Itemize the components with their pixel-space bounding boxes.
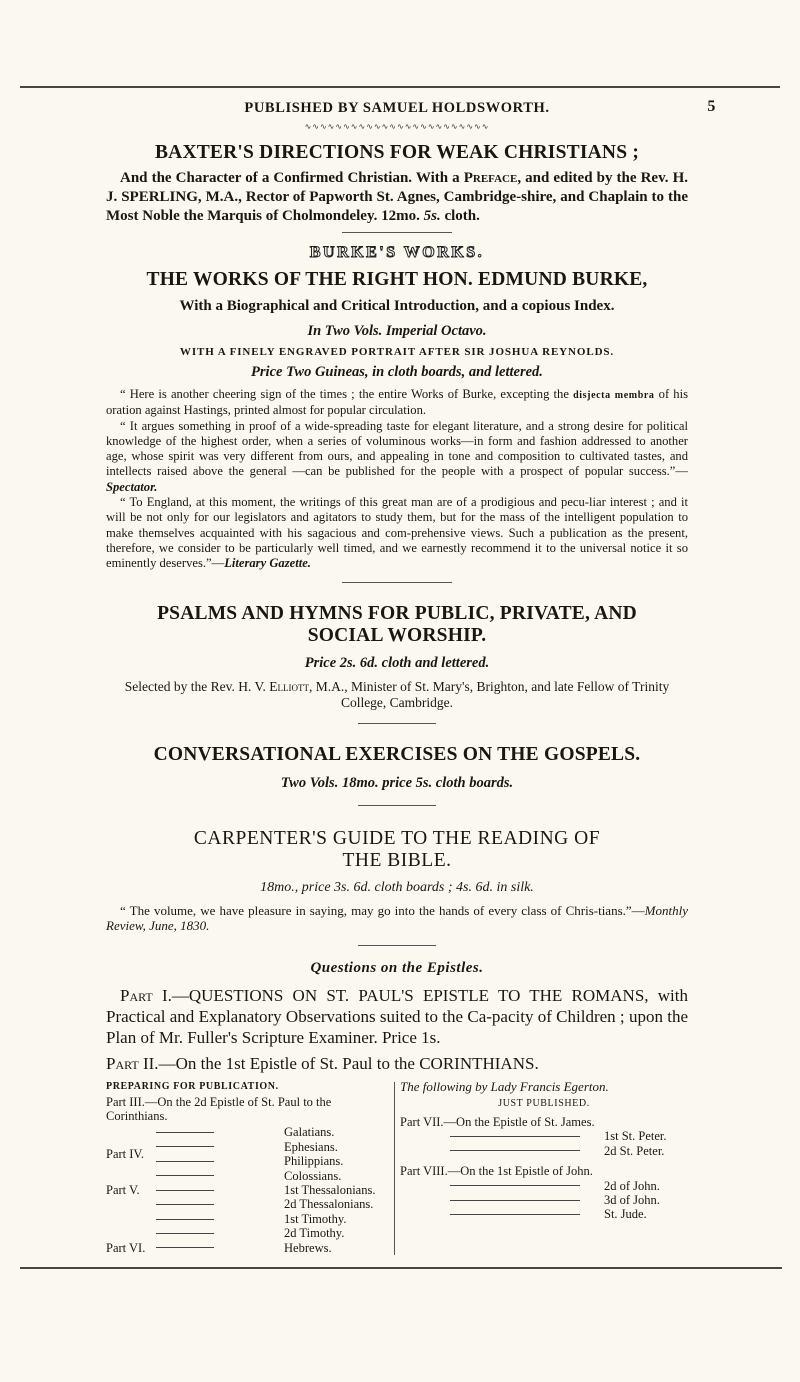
publisher-heading: PUBLISHED BY SAMUEL HOLDSWORTH. bbox=[244, 100, 550, 116]
catalogue-page bbox=[106, 98, 716, 1255]
carpenter-title-line2: THE BIBLE. bbox=[342, 849, 452, 871]
page-number: 5 bbox=[707, 98, 716, 115]
egerton-column bbox=[400, 1080, 688, 1255]
part4-list bbox=[152, 1125, 386, 1183]
part5-list bbox=[152, 1183, 386, 1241]
epistles-part1: Part I.—QUESTIONS ON ST. PAUL'S EPISTLE TO THE ROMANS, with Practical and Explanatory Observations suited to the Ca-pacity of Children ; upon the Plan of Mr. Fuller's Scripture Examiner. Price 1s. bbox=[106, 986, 688, 1048]
divider-rule bbox=[342, 582, 452, 583]
list-item: 2d St. Peter. bbox=[400, 1144, 688, 1158]
epistles-entry bbox=[106, 960, 688, 1255]
egerton-heading: The following by Lady Francis Egerton. bbox=[400, 1079, 609, 1095]
running-head bbox=[106, 98, 716, 128]
part4-group bbox=[106, 1125, 386, 1183]
burke-title: THE WORKS OF THE RIGHT HON. EDMUND BURKE, bbox=[146, 269, 648, 290]
part6-label: Part VI. bbox=[106, 1240, 146, 1255]
part8-entry: Part VIII.—On the 1st Epistle of John. bbox=[400, 1164, 593, 1179]
carpenter-title-line1: CARPENTER'S GUIDE TO THE READING OF bbox=[193, 827, 601, 849]
psalms-title-line1: PSALMS AND HYMNS FOR PUBLIC, PRIVATE, AND bbox=[157, 602, 637, 624]
burke-volumes: In Two Vols. Imperial Octavo. bbox=[307, 323, 487, 339]
carpenter-entry bbox=[106, 828, 688, 934]
psalms-price: Price 2s. 6d. cloth and lettered. bbox=[304, 654, 490, 671]
list-item: Galatians. bbox=[152, 1125, 386, 1139]
list-item: 2d of John. bbox=[400, 1179, 688, 1193]
divider-rule bbox=[358, 945, 436, 946]
psalms-entry bbox=[106, 603, 688, 711]
baxter-title: BAXTER'S DIRECTIONS FOR WEAK CHRISTIANS ; bbox=[154, 142, 640, 163]
divider-rule bbox=[358, 805, 436, 806]
burke-price: Price Two Guineas, in cloth boards, and lettered. bbox=[251, 364, 543, 380]
conversational-title: CONVERSATIONAL EXERCISES ON THE GOSPELS. bbox=[153, 743, 641, 765]
review-quote: “ To England, at this moment, the writings of this great man are of a prodigious and pecu-liar interest ; and it will be not only for our legislators and agitators to study them, but for the mass of the intelligent population to make themselves acquainted with his sagacious and com-prehensive views. Such a publication as the present, therefore, we consider to be particularly well timed, and we earnestly recommend it to the universal notice it so eminently deserves.”—Literary Gazette. bbox=[106, 495, 688, 571]
top-border-rule bbox=[20, 86, 780, 88]
part6-group bbox=[106, 1241, 386, 1255]
carpenter-review: “ The volume, we have pleasure in saying, may go into the hands of every class of Chris-tians.”—Monthly Review, June, 1830. bbox=[106, 902, 688, 933]
list-item: 2d Thessalonians. bbox=[152, 1197, 386, 1211]
list-item: Hebrews. bbox=[152, 1241, 386, 1255]
baxter-description: And the Character of a Confirmed Christian. With a Preface, and edited by the Rev. H. J. SPERLING, M.A., Rector of Papworth St. Agnes, Cambridge-shire, and Chaplain to the Most Noble the Marquis of Cholmondeley. 12mo. 5s. cloth. bbox=[106, 170, 689, 224]
psalms-editor: Selected by the Rev. H. V. Elliott, M.A., Minister of St. Mary's, Brighton, and late Fellow of Trinity College, Cambridge. bbox=[124, 678, 670, 710]
burke-reviews bbox=[106, 387, 688, 572]
baxter-entry bbox=[106, 142, 688, 226]
epistles-heading: Questions on the Epistles. bbox=[310, 960, 484, 977]
list-item: St. Jude. bbox=[400, 1207, 688, 1221]
psalms-title-line2: SOCIAL WORSHIP. bbox=[307, 624, 487, 646]
preparing-heading: PREPARING FOR PUBLICATION. bbox=[106, 1081, 279, 1093]
part4-label: Part IV. bbox=[106, 1146, 144, 1161]
part5-label: Part V. bbox=[106, 1183, 140, 1197]
part3-entry: Part III.—On the 2d Epistle of St. Paul to the Corinthians. bbox=[106, 1094, 332, 1123]
preparing-column bbox=[106, 1080, 386, 1255]
epistles-columns bbox=[106, 1080, 688, 1255]
list-item: Colossians. bbox=[152, 1169, 386, 1183]
burke-portrait-note: WITH A FINELY ENGRAVED PORTRAIT AFTER SIR JOSHUA REYNOLDS. bbox=[179, 346, 615, 358]
part7-entry: Part VII.—On the Epistle of St. James. bbox=[400, 1114, 595, 1129]
burke-intro: With a Biographical and Critical Introduction, and a copious Index. bbox=[179, 298, 615, 314]
just-published-label: JUST PUBLISHED. bbox=[498, 1097, 590, 1109]
ornament-wavy-rule: ∿∿∿∿∿∿∿∿∿∿∿∿∿∿∿∿∿∿∿∿∿∿∿∿ bbox=[304, 122, 490, 131]
list-item: 3d of John. bbox=[400, 1193, 688, 1207]
burke-ornamental-heading: BURKE'S WORKS. bbox=[309, 244, 485, 261]
list-item: 1st Thessalonians. bbox=[152, 1183, 386, 1197]
list-item: Ephesians. bbox=[152, 1140, 386, 1154]
review-quote: “ It argues something in proof of a wide-spreading taste for elegant literature, and a strong desire for political knowledge of the highest order, when a series of voluminous works—in form and fashion addressed to another age, whose spirit was very different from ours, and appealing in tone and composition to cultivated tastes, and intellects raised above the general —can be published for the people with a prospect of popular success.”—Spectator. bbox=[106, 418, 688, 494]
part5-group bbox=[106, 1183, 386, 1241]
list-item: 1st St. Peter. bbox=[400, 1129, 688, 1143]
list-item: 2d Timothy. bbox=[152, 1226, 386, 1240]
conversational-details: Two Vols. 18mo. price 5s. cloth boards. bbox=[280, 774, 514, 791]
bottom-border-rule bbox=[20, 1267, 782, 1269]
divider-rule bbox=[342, 232, 452, 233]
list-item: 1st Timothy. bbox=[152, 1212, 386, 1226]
part6-list bbox=[152, 1241, 386, 1255]
list-item: Philippians. bbox=[152, 1154, 386, 1168]
column-divider bbox=[394, 1082, 395, 1255]
epistles-part2: Part II.—On the 1st Epistle of St. Paul to the CORINTHIANS. bbox=[106, 1054, 539, 1074]
divider-rule bbox=[358, 723, 436, 724]
review-quote: “ Here is another cheering sign of the times ; the entire Works of Burke, excepting the disjecta membra of his oration against Hastings, printed almost for popular circulation. bbox=[106, 387, 689, 418]
carpenter-details: 18mo., price 3s. 6d. cloth boards ; 4s. 6d. in silk. bbox=[260, 879, 534, 895]
burke-entry bbox=[106, 244, 688, 572]
conversational-entry bbox=[106, 744, 688, 793]
